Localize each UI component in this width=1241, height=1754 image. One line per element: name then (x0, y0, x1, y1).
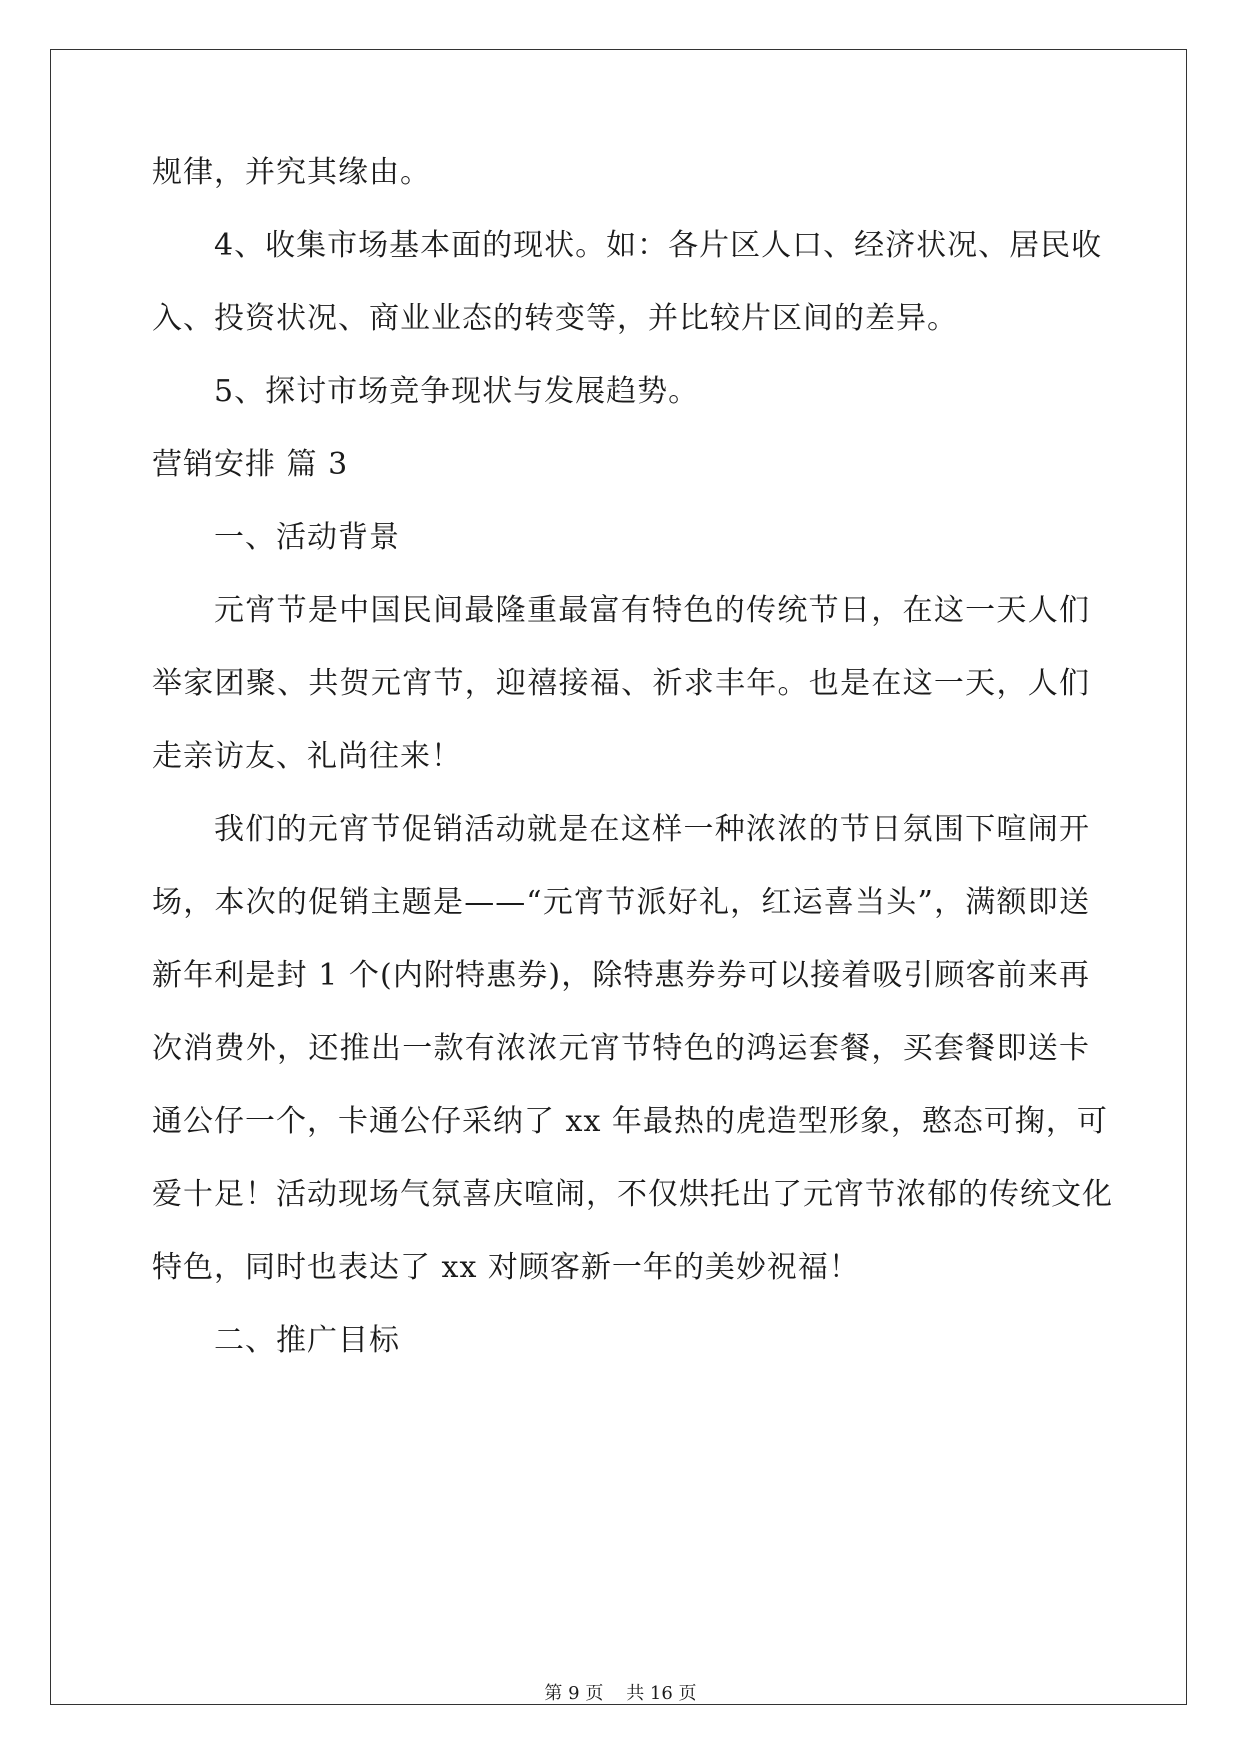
page-number: 第 9 页 共 16 页 (544, 1683, 697, 1704)
paragraph-line: 新年利是封 1 个(内附特惠券)，除特惠券券可以接着吸引顾客前来再 (152, 958, 1090, 993)
paragraph-line: 4、收集市场基本面的现状。如：各片区人口、经济状况、居民收 (214, 228, 1103, 263)
paragraph-line: 走亲访友、礼尚往来！ (152, 739, 462, 774)
paragraph-line: 元宵节是中国民间最隆重最富有特色的传统节日，在这一天人们 (214, 593, 1090, 628)
paragraph-line: 规律，并究其缘由。 (152, 155, 431, 190)
paragraph-line: 通公仔一个，卡通公仔采纳了 xx 年最热的虎造型形象，憨态可掬，可 (152, 1104, 1108, 1139)
paragraph-line: 举家团聚、共贺元宵节，迎禧接福、祈求丰年。也是在这一天，人们 (152, 666, 1090, 701)
paragraph-line: 入、投资状况、商业业态的转变等，并比较片区间的差异。 (152, 301, 958, 336)
subsection-heading: 二、推广目标 (214, 1323, 400, 1358)
paragraph-line: 次消费外，还推出一款有浓浓元宵节特色的鸿运套餐，买套餐即送卡 (152, 1031, 1090, 1066)
paragraph-line: 特色，同时也表达了 xx 对顾客新一年的美妙祝福！ (152, 1250, 860, 1285)
subsection-heading: 一、活动背景 (214, 520, 400, 555)
page-border (50, 49, 1187, 1705)
paragraph-line: 我们的元宵节促销活动就是在这样一种浓浓的节日氛围下喧闹开 (214, 812, 1090, 847)
paragraph-line: 5、探讨市场竞争现状与发展趋势。 (214, 374, 700, 409)
paragraph-line: 场，本次的促销主题是——“元宵节派好礼，红运喜当头”，满额即送 (152, 885, 1090, 920)
section-heading: 营销安排 篇 3 (152, 447, 349, 482)
page-footer (0, 1682, 1241, 1706)
paragraph-line: 爱十足！活动现场气氛喜庆喧闹，不仅烘托出了元宵节浓郁的传统文化 (152, 1177, 1113, 1212)
